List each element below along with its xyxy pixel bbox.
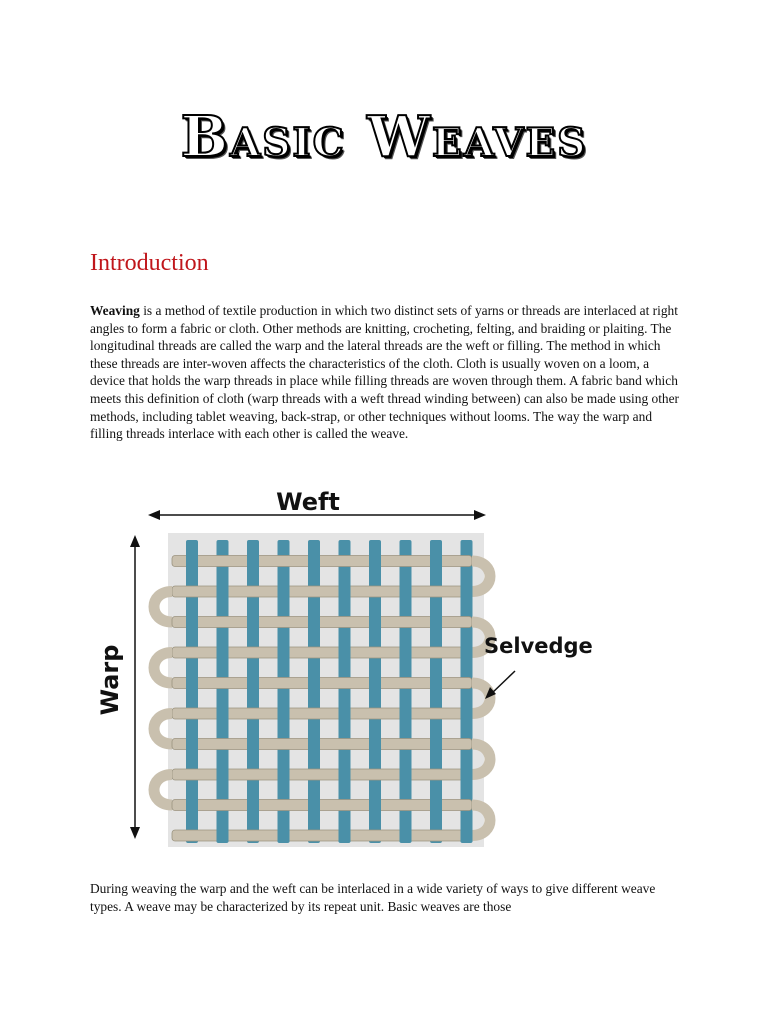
warp-crossing xyxy=(461,829,473,842)
warp-crossing xyxy=(339,829,351,842)
warp-crossing xyxy=(308,738,320,751)
warp-crossing xyxy=(339,585,351,598)
warp-crossing xyxy=(217,646,229,659)
warp-crossing xyxy=(278,585,290,598)
warp-thread xyxy=(308,540,320,843)
section-heading: Introduction xyxy=(90,250,209,276)
warp-crossing xyxy=(369,738,381,751)
weave-diagram xyxy=(80,475,593,865)
warp-crossing xyxy=(247,799,259,812)
warp-crossing xyxy=(186,677,198,690)
warp-crossing xyxy=(369,677,381,690)
weft-thread xyxy=(172,678,472,689)
warp-crossing xyxy=(186,799,198,812)
warp-crossing xyxy=(278,707,290,720)
weft-label: Weft xyxy=(276,488,340,516)
warp-crossing xyxy=(369,799,381,812)
warp-crossing xyxy=(339,646,351,659)
warp-crossing xyxy=(217,707,229,720)
warp-crossing xyxy=(369,555,381,568)
warp-crossing xyxy=(186,555,198,568)
warp-crossing xyxy=(430,555,442,568)
intro-text: is a method of textile production in which two distinct sets of yarns or threads are interlaced at right angles to form a fabric or cloth. Other methods are knitting, crocheting, felting, and braiding or plaiting. The longitudinal threads are called the warp and the lateral threads are the weft or filling. The method in which these threads are inter-woven affects the characteristics of the cloth. Cloth is usually woven on a loom, a device that holds the warp threads in place while filling threads are woven through them. A fabric band which meets this definition of cloth (warp threads with a weft thread winding between) can also be made using other methods, including tablet weaving, back-strap, or other techniques without looms. The way the warp and filling threads interlace with each other is called the weave. xyxy=(90,303,680,442)
weft-thread xyxy=(172,556,472,567)
warp-crossing xyxy=(400,585,412,598)
warp-crossing xyxy=(430,799,442,812)
weave-paragraph: During weaving the warp and the weft can be interlaced in a wide variety of ways to give different weave types. A weave may be characterized by its repeat unit. Basic weaves are those xyxy=(90,881,656,914)
warp-crossing xyxy=(308,799,320,812)
weft-thread xyxy=(172,800,472,811)
warp-crossing xyxy=(247,677,259,690)
warp-thread xyxy=(186,540,198,843)
warp-crossing xyxy=(461,768,473,781)
warp-crossing xyxy=(247,616,259,629)
warp-crossing xyxy=(247,555,259,568)
warp-crossing xyxy=(186,738,198,751)
warp-crossing xyxy=(400,646,412,659)
warp-crossing xyxy=(430,677,442,690)
warp-arrow xyxy=(130,535,140,839)
warp-crossing xyxy=(339,768,351,781)
warp-crossing xyxy=(339,707,351,720)
warp-crossing xyxy=(400,768,412,781)
intro-paragraph xyxy=(90,302,686,443)
warp-thread xyxy=(369,540,381,843)
warp-crossing xyxy=(461,707,473,720)
warp-crossing xyxy=(217,768,229,781)
warp-label: Warp xyxy=(96,644,124,716)
weft-thread xyxy=(172,617,472,628)
page-title: Basic Weaves xyxy=(180,104,588,170)
warp-crossing xyxy=(369,616,381,629)
warp-crossing xyxy=(308,677,320,690)
warp-crossing xyxy=(430,616,442,629)
warp-crossing xyxy=(461,646,473,659)
warp-crossing xyxy=(278,646,290,659)
warp-crossing xyxy=(461,585,473,598)
warp-crossing xyxy=(278,768,290,781)
lead-term: Weaving xyxy=(90,303,140,318)
weft-thread xyxy=(172,739,472,750)
warp-crossing xyxy=(308,555,320,568)
warp-crossing xyxy=(278,829,290,842)
weave-diagram-svg xyxy=(80,475,593,865)
warp-crossing xyxy=(400,829,412,842)
warp-thread xyxy=(430,540,442,843)
warp-crossing xyxy=(308,616,320,629)
warp-crossing xyxy=(217,829,229,842)
warp-crossing xyxy=(247,738,259,751)
warp-crossing xyxy=(217,585,229,598)
warp-crossing xyxy=(430,738,442,751)
warp-thread xyxy=(247,540,259,843)
warp-crossing xyxy=(186,616,198,629)
warp-crossing xyxy=(400,707,412,720)
selvedge-label: Selvedge xyxy=(484,634,593,658)
